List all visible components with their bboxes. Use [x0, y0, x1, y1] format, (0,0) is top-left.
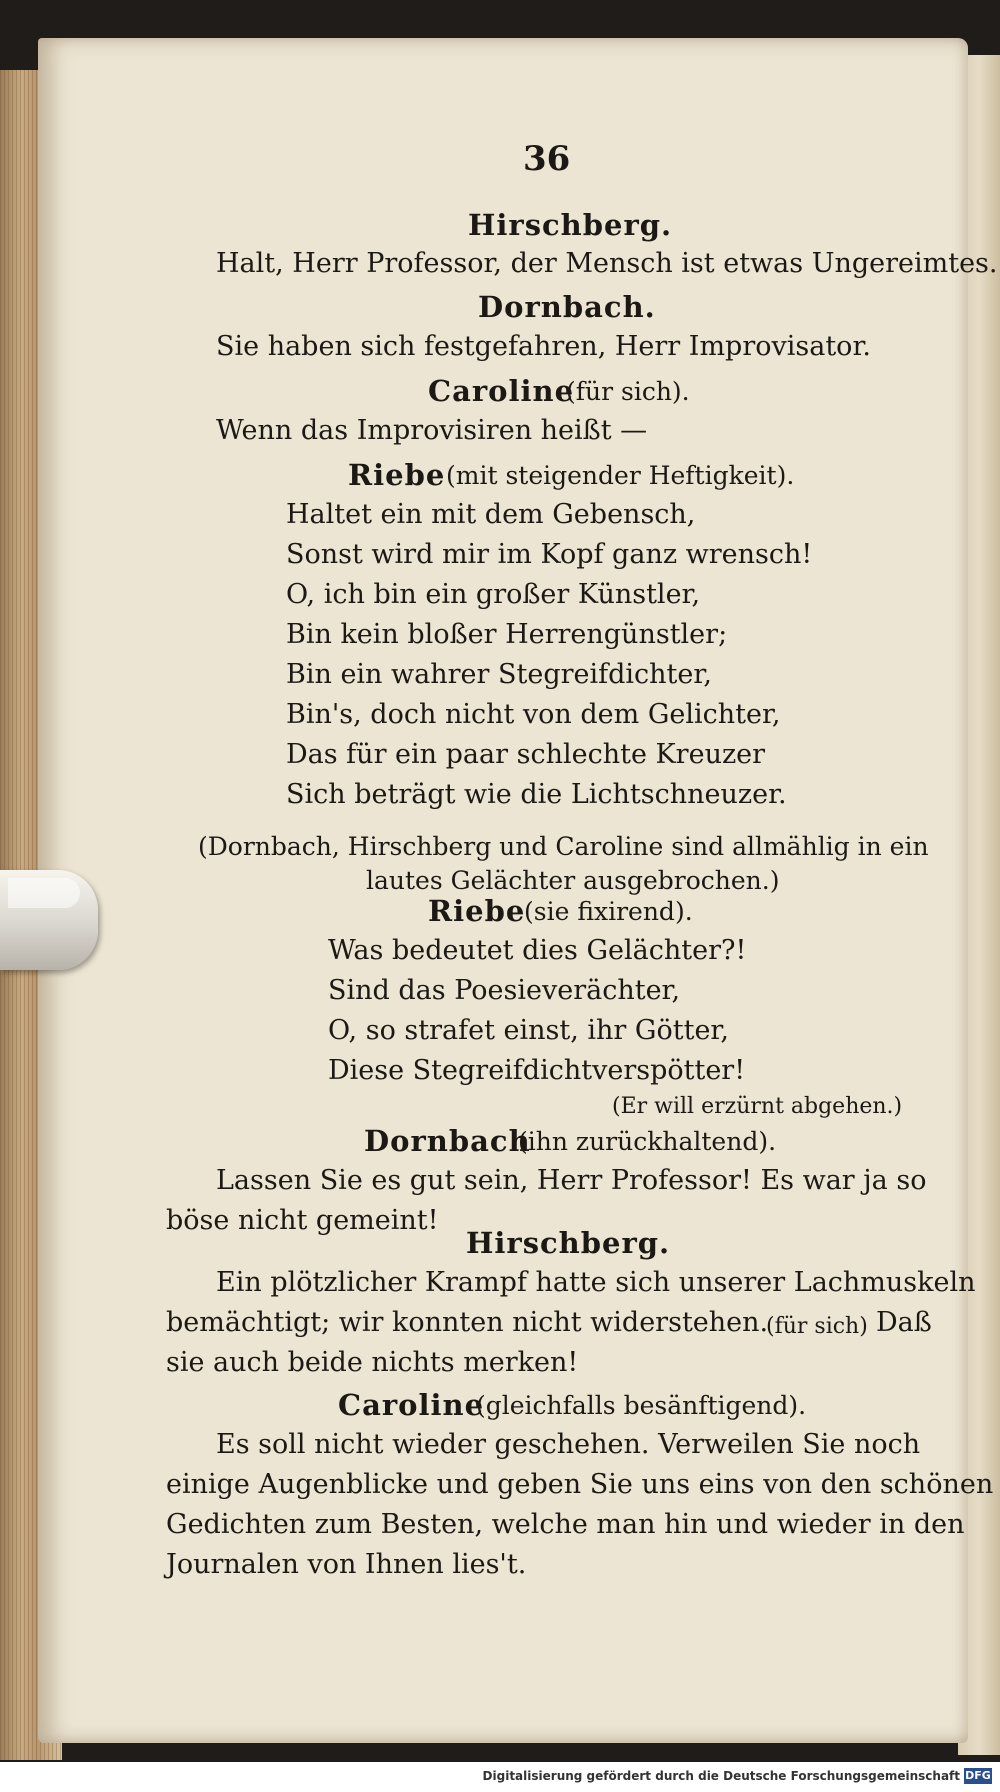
verse-line: Haltet ein mit dem Gebensch, [286, 499, 696, 530]
speaker-dornbach: Dornbach [364, 1124, 531, 1158]
line: böse nicht gemeint! [166, 1205, 439, 1236]
stage-direction: (mit steigender Heftigkeit). [446, 461, 795, 490]
speaker-hirschberg: Hirschberg. [466, 1226, 671, 1260]
line: Es soll nicht wieder geschehen. Verweilen Sie noch [216, 1429, 921, 1460]
verse-line: Bin kein bloßer Herrengünstler; [286, 619, 728, 650]
line: Journalen von Ihnen lies't. [166, 1549, 527, 1580]
stage-direction: (für sich) [766, 1314, 868, 1339]
line: Halt, Herr Professor, der Mensch ist etwas Ungereimtes. [216, 248, 998, 279]
page-number: 36 [523, 139, 571, 179]
verse-line: O, so strafet einst, ihr Götter, [328, 1015, 729, 1046]
verse-line: O, ich bin ein großer Künstler, [286, 579, 701, 610]
line: Wenn das Improvisiren heißt — [216, 415, 648, 446]
line: Lassen Sie es gut sein, Herr Professor! Es war ja so [216, 1165, 927, 1196]
verse-line: Bin's, doch nicht von dem Gelichter, [286, 699, 781, 730]
stage-direction: (sie fixirend). [524, 897, 693, 926]
line: Gedichten zum Besten, welche man hin und wieder in den [166, 1509, 965, 1540]
stage-direction: (für sich). [566, 377, 690, 406]
footer-credit: Digitalisierung gefördert durch die Deutsche Forschungsgemeinschaft [482, 1769, 960, 1783]
stage-direction: (gleichfalls besänftigend). [476, 1391, 807, 1420]
verse-line: Was bedeutet dies Gelächter?! [328, 935, 747, 966]
verse-line: Sind das Poesieverächter, [328, 975, 681, 1006]
speaker-riebe: Riebe [428, 894, 526, 928]
line: einige Augenblicke und geben Sie uns eins von den schönen [166, 1469, 994, 1500]
dfg-logo: DFG [965, 1769, 991, 1782]
verse-line: Sonst wird mir im Kopf ganz wrensch! [286, 539, 813, 570]
stage-direction: lautes Gelächter ausgebrochen.) [366, 866, 780, 895]
page-clip [0, 870, 98, 970]
line: sie auch beide nichts merken! [166, 1347, 579, 1378]
line: bemächtigt; wir konnten nicht widerstehen. [166, 1307, 769, 1338]
verse-line: Diese Stegreifdichtverspötter! [328, 1055, 746, 1086]
speaker-dornbach: Dornbach. [478, 290, 656, 324]
footer-bar [0, 1762, 1000, 1792]
stage-direction: (Er will erzürnt abgehen.) [612, 1094, 903, 1119]
verse-line: Sich beträgt wie die Lichtschneuzer. [286, 779, 787, 810]
line: Sie haben sich festgefahren, Herr Improvisator. [216, 331, 871, 362]
line: Ein plötzlicher Krampf hatte sich unserer Lachmuskeln [216, 1267, 976, 1298]
verse-line: Bin ein wahrer Stegreifdichter, [286, 659, 712, 690]
verse-line: Das für ein paar schlechte Kreuzer [286, 739, 766, 770]
speaker-hirschberg: Hirschberg. [468, 208, 673, 242]
line: Daß [876, 1307, 932, 1338]
stage-direction: (ihn zurückhaltend). [518, 1127, 777, 1156]
speaker-caroline: Caroline [338, 1388, 485, 1422]
stage-direction: (Dornbach, Hirschberg und Caroline sind allmählig in ein [198, 832, 929, 861]
speaker-caroline: Caroline [428, 374, 575, 408]
speaker-riebe: Riebe [348, 458, 446, 492]
